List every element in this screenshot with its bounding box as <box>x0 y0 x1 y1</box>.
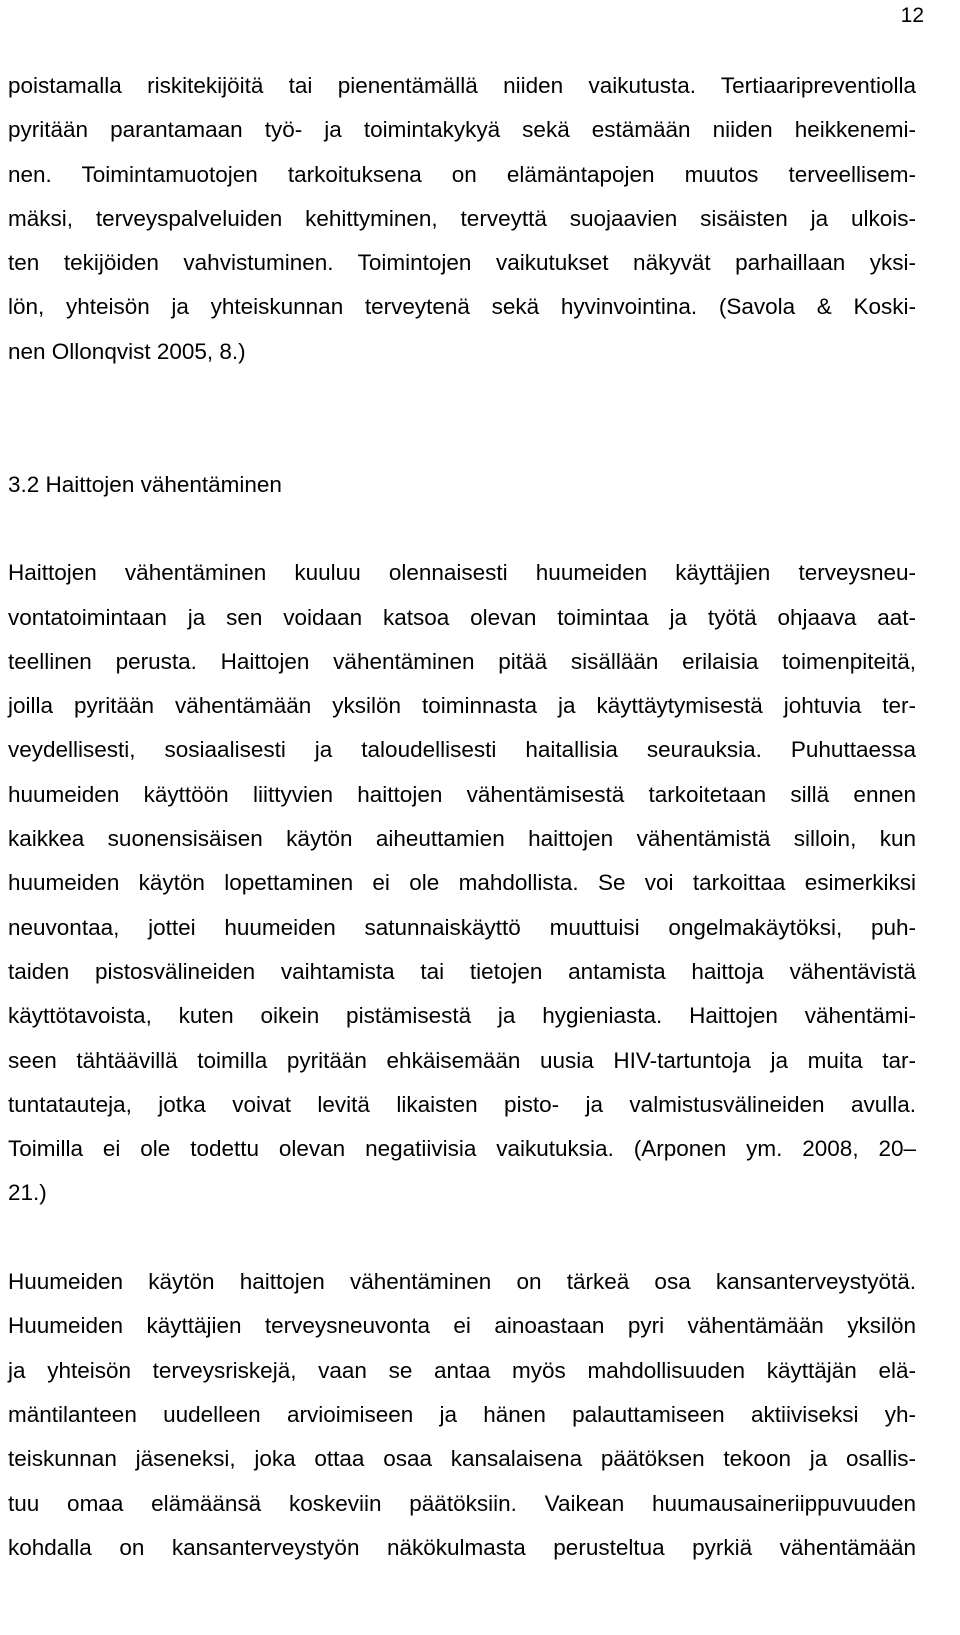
text-line: vontatoimintaan ja sen voidaan katsoa olevan toimintaa ja työtä ohjaava aat- <box>8 604 916 630</box>
paragraph-2 <box>8 551 916 1215</box>
text-line: mäksi, terveyspalveluiden kehittyminen, terveyttä suojaavien sisäisten ja ulkois- <box>8 205 916 231</box>
text-line: kaikkea suonensisäisen käytön aiheuttamien haittojen vähentämistä silloin, kun <box>8 826 916 852</box>
section-heading: 3.2 Haittojen vähentäminen <box>8 471 282 497</box>
text-line: poistamalla riskitekijöitä tai pienentämällä niiden vaikutusta. Tertiaaripreventiolla <box>8 73 916 98</box>
document-body <box>8 64 916 1570</box>
text-line: teellinen perusta. Haittojen vähentäminen pitää sisällään erilaisia toimenpiteitä, <box>8 648 916 674</box>
text-line: Toimilla ei ole todettu olevan negatiivisia vaikutuksia. (Arponen ym. 2008, 20– <box>8 1136 916 1162</box>
text-line: nen Ollonqvist 2005, 8.) <box>8 338 246 364</box>
text-line: seen tähtäävillä toimilla pyritään ehkäisemään uusia HIV-tartuntoja ja muita tar- <box>8 1047 916 1073</box>
page-number: 12 <box>900 4 924 27</box>
text-line: ja yhteisön terveysriskejä, vaan se antaa myös mahdollisuuden käyttäjän elä- <box>8 1357 916 1383</box>
text-line: veydellisesti, sosiaalisesti ja taloudellisesti haitallisia seurauksia. Puhuttaessa <box>8 737 916 763</box>
text-line: Huumeiden käyttäjien terveysneuvonta ei ainoastaan pyri vähentämään yksilön <box>8 1313 916 1339</box>
text-line: mäntilanteen uudelleen arvioimiseen ja hänen palauttamiseen aktiiviseksi yh- <box>8 1401 916 1427</box>
text-line: huumeiden käytön lopettaminen ei ole mahdollista. Se voi tarkoittaa esimerkiksi <box>8 870 916 896</box>
paragraph-1 <box>8 64 916 374</box>
text-line: nen. Toimintamuotojen tarkoituksena on elämäntapojen muutos terveellisem- <box>8 161 916 187</box>
text-line: ten tekijöiden vahvistuminen. Toimintojen vaikutukset näkyvät parhaillaan yksi- <box>8 250 916 276</box>
text-line: käyttötavoista, kuten oikein pistämisestä ja hygieniasta. Haittojen vähentämi- <box>8 1003 916 1029</box>
text-line: pyritään parantamaan työ- ja toimintakykyä sekä estämään niiden heikkenemi- <box>8 117 916 143</box>
paragraph-spacer <box>8 1216 916 1260</box>
text-line: lön, yhteisön ja yhteiskunnan terveytenä sekä hyvinvointina. (Savola & Koski- <box>8 294 916 320</box>
text-line: tuu omaa elämäänsä koskeviin päätöksiin. Vaikean huumausaineriippuvuuden <box>8 1490 916 1516</box>
text-line: Haittojen vähentäminen kuuluu olennaisesti huumeiden käyttäjien terveysneu- <box>8 560 916 586</box>
text-line: 21.) <box>8 1180 47 1206</box>
text-line: neuvontaa, jottei huumeiden satunnaiskäyttö muuttuisi ongelmakäytöksi, puh- <box>8 914 916 940</box>
paragraph-3 <box>8 1260 916 1570</box>
text-line: taiden pistosvälineiden vaihtamista tai tietojen antamista haittoja vähentävistä <box>8 958 916 984</box>
paragraph-spacer <box>8 507 916 551</box>
text-line: kohdalla on kansanterveystyön näkökulmasta perusteltua pyrkiä vähentämään <box>8 1534 916 1560</box>
paragraph-spacer <box>8 374 916 463</box>
text-line: tuntatauteja, jotka voivat levitä likaisten pisto- ja valmistusvälineiden avulla. <box>8 1091 916 1117</box>
text-line: Huumeiden käytön haittojen vähentäminen on tärkeä osa kansanterveystyötä. <box>8 1269 916 1295</box>
text-line: joilla pyritään vähentämään yksilön toiminnasta ja käyttäytymisestä johtuvia ter- <box>8 693 916 719</box>
text-line: huumeiden käyttöön liittyvien haittojen vähentämisestä tarkoitetaan sillä ennen <box>8 781 916 807</box>
text-line: teiskunnan jäseneksi, joka ottaa osaa kansalaisena päätöksen tekoon ja osallis- <box>8 1446 916 1472</box>
